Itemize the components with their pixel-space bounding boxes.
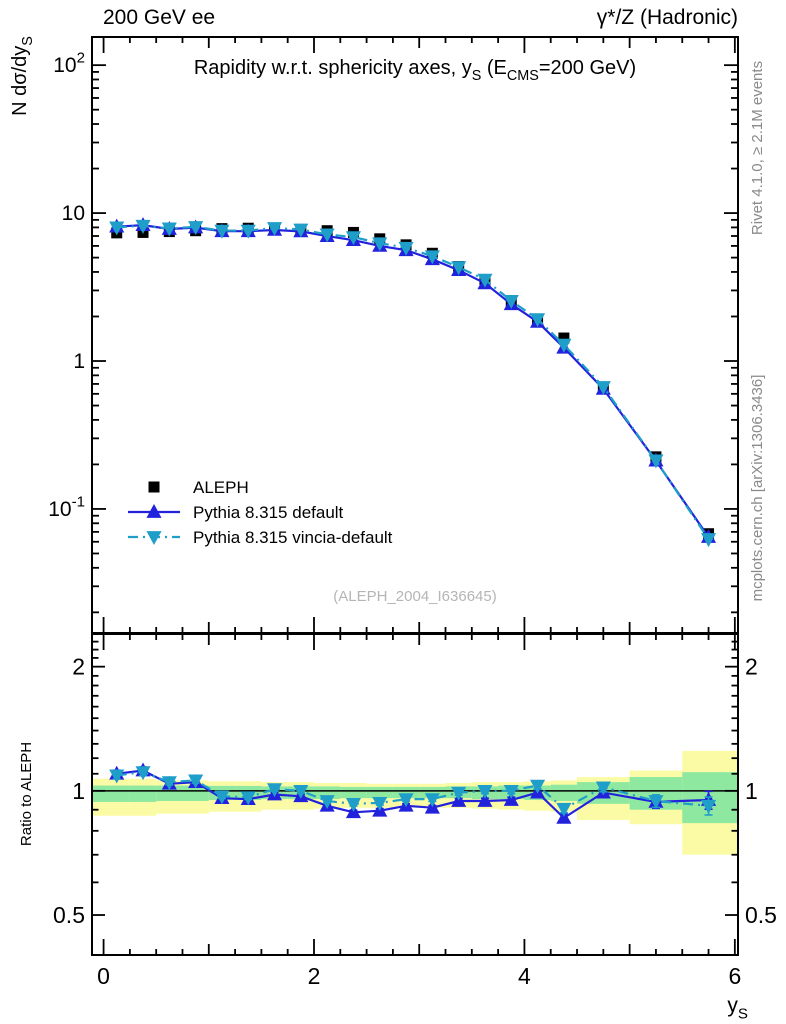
band-green bbox=[92, 786, 130, 802]
ratio-y-tick-label-right: 1 bbox=[745, 777, 758, 804]
legend-item bbox=[128, 503, 344, 522]
legend-label: ALEPH bbox=[193, 478, 249, 497]
generator-version-note: Rivet 4.1.0, ≥ 2.1M events bbox=[749, 60, 766, 236]
axis-tick-labels bbox=[48, 50, 777, 989]
main-y-tick-label: $10^{-1}$ bbox=[48, 493, 85, 521]
legend-label: Pythia 8.315 default bbox=[193, 503, 344, 522]
mcplots-reference-note: mcplots.cern.ch [arXiv:1306.3436] bbox=[749, 374, 766, 602]
data-marker bbox=[146, 504, 161, 518]
x-tick-label: 2 bbox=[307, 963, 321, 989]
x-tick-label: 0 bbox=[97, 963, 110, 989]
main-y-axis-title: N $d\sigma/dy_S$ bbox=[9, 36, 36, 116]
main-y-tick-label: 10 bbox=[61, 202, 85, 226]
ratio-y-tick-label-left: 1 bbox=[72, 777, 85, 804]
ratio-y-tick-label-right: 0.5 bbox=[745, 902, 777, 929]
band-green bbox=[340, 787, 366, 798]
ratio-uncertainty-bands bbox=[92, 751, 738, 855]
ratio-y-tick-label-right: 2 bbox=[745, 653, 758, 680]
band-green bbox=[367, 787, 393, 798]
main-y-tick-label: $10^2$ bbox=[53, 49, 85, 78]
main-y-tick-label: 1 bbox=[73, 350, 85, 374]
process-label: γ*/Z (Hadronic) bbox=[596, 6, 738, 29]
data-marker bbox=[149, 482, 160, 493]
series-pythia-8-315-vincia-default bbox=[109, 220, 716, 547]
analysis-id-watermark: (ALEPH_2004_I636645) bbox=[333, 588, 497, 605]
band-green bbox=[130, 786, 156, 802]
legend bbox=[128, 478, 393, 547]
ratio-y-tick-label-left: 0.5 bbox=[53, 902, 85, 929]
main-panel-frame bbox=[92, 37, 738, 633]
band-green bbox=[551, 785, 577, 801]
data-marker bbox=[146, 531, 161, 545]
x-tick-label: 6 bbox=[728, 963, 742, 989]
legend-label: Pythia 8.315 vincia-default bbox=[193, 528, 393, 547]
ratio-y-axis-title: Ratio to ALEPH bbox=[18, 741, 35, 847]
ratio-y-tick-label-left: 2 bbox=[72, 653, 85, 680]
chart-title: Rapidity w.r.t. sphericity axes, $y_S$ ($E_{CMS}=200$ GeV) bbox=[193, 57, 637, 84]
beam-energy-label: 200 GeV ee bbox=[103, 6, 216, 29]
x-tick-label: 4 bbox=[518, 963, 531, 989]
legend-item bbox=[128, 528, 393, 547]
legend-item bbox=[149, 478, 249, 497]
x-axis-title: $y_S$ bbox=[727, 994, 748, 1023]
